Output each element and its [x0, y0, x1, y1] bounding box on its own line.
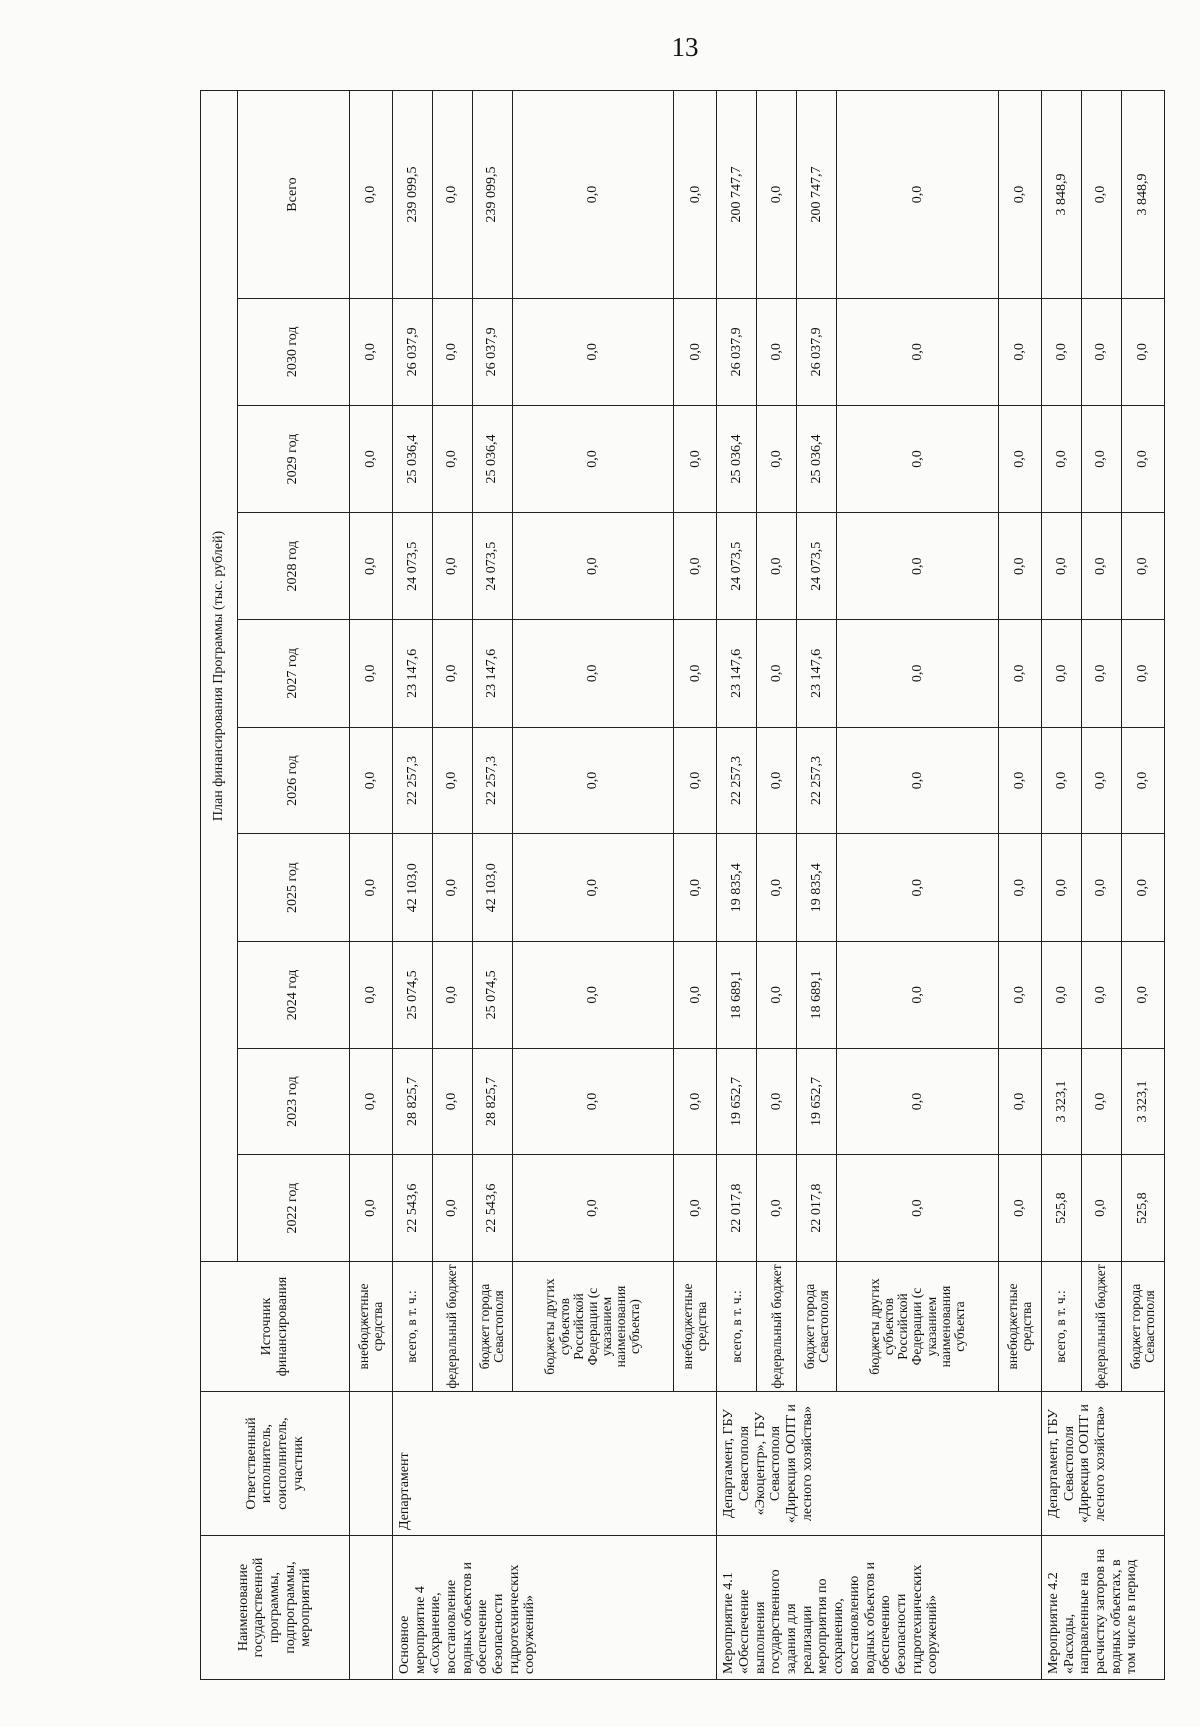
- value-cell: 24 073,5: [392, 513, 432, 620]
- value-cell: 0,0: [837, 405, 999, 513]
- responsible-cell: Департамент, ГБУ Севастополя «Экоцентр», ГБУ Севастополя «Дирекция ООПТ и лесного хозяйства»: [717, 1392, 1042, 1536]
- value-cell: 0,0: [1121, 620, 1164, 728]
- value-cell: 0,0: [674, 942, 717, 1049]
- value-cell: 0,0: [349, 91, 392, 299]
- value-cell: 0,0: [837, 1155, 999, 1262]
- value-cell: 0,0: [349, 513, 392, 620]
- responsible-cell: Департамент: [392, 1392, 717, 1536]
- table-row: [349, 91, 392, 1680]
- program-name-cell: Мероприятие 4.1 «Обеспечение выполнения государственного задания для реализации мероприятия по сохранению, восстановлению водных объектов и обеспечению безопасности гидротехнических сооружений»: [717, 1536, 1042, 1680]
- empty-cell: [349, 1536, 392, 1680]
- value-cell: 3 848,9: [1121, 91, 1164, 299]
- table-row: [717, 91, 757, 1680]
- source-cell: внебюджетные средства: [349, 1261, 392, 1391]
- value-cell: 0,0: [1121, 727, 1164, 834]
- source-cell: бюджеты других субъектов Российской Федерации (с указанием наименования субъекта: [837, 1261, 999, 1391]
- value-cell: 0,0: [674, 727, 717, 834]
- source-cell: всего, в т. ч.:: [717, 1261, 757, 1391]
- value-cell: 0,0: [432, 405, 472, 513]
- value-cell: 239 099,5: [472, 91, 512, 299]
- source-cell: всего, в т. ч.:: [392, 1261, 432, 1391]
- value-cell: 0,0: [998, 834, 1041, 942]
- value-cell: 22 257,3: [717, 727, 757, 834]
- value-cell: 0,0: [432, 1155, 472, 1262]
- value-cell: 0,0: [1081, 834, 1121, 942]
- value-cell: 0,0: [674, 1155, 717, 1262]
- value-cell: 0,0: [349, 942, 392, 1049]
- value-cell: 0,0: [837, 513, 999, 620]
- value-cell: 0,0: [512, 834, 674, 942]
- source-cell: бюджет города Севастополя: [472, 1261, 512, 1391]
- value-cell: 0,0: [1081, 942, 1121, 1049]
- value-cell: 0,0: [349, 727, 392, 834]
- header-year: 2024 год: [237, 942, 349, 1049]
- value-cell: 23 147,6: [392, 620, 432, 728]
- value-cell: 0,0: [1121, 405, 1164, 513]
- value-cell: 0,0: [349, 620, 392, 728]
- source-cell: федеральный бюджет: [432, 1261, 472, 1391]
- value-cell: 0,0: [998, 620, 1041, 728]
- value-cell: 0,0: [674, 513, 717, 620]
- value-cell: 0,0: [674, 299, 717, 406]
- value-cell: 200 747,7: [797, 91, 837, 299]
- page-number: 13: [671, 32, 699, 62]
- responsible-cell: Департамент, ГБУ Севастополя «Дирекция ООПТ и лесного хозяйства»: [1041, 1392, 1164, 1536]
- value-cell: 24 073,5: [472, 513, 512, 620]
- source-cell: бюджеты других субъектов Российской Федерации (с указанием наименования субъекта): [512, 1261, 674, 1391]
- value-cell: 0,0: [432, 834, 472, 942]
- value-cell: 0,0: [998, 727, 1041, 834]
- value-cell: 0,0: [349, 1048, 392, 1155]
- value-cell: 25 074,5: [392, 942, 432, 1049]
- value-cell: 0,0: [512, 405, 674, 513]
- value-cell: 19 835,4: [717, 834, 757, 942]
- header-plan: План финансирования Программы (тыс. рублей): [201, 91, 238, 1262]
- header-year: 2025 год: [237, 834, 349, 942]
- value-cell: 0,0: [837, 834, 999, 942]
- value-cell: 525,8: [1041, 1155, 1081, 1262]
- value-cell: 0,0: [757, 727, 797, 834]
- value-cell: 42 103,0: [472, 834, 512, 942]
- value-cell: 0,0: [1081, 513, 1121, 620]
- value-cell: 0,0: [512, 620, 674, 728]
- value-cell: 0,0: [998, 1155, 1041, 1262]
- value-cell: 0,0: [757, 299, 797, 406]
- value-cell: 22 257,3: [797, 727, 837, 834]
- value-cell: 24 073,5: [797, 513, 837, 620]
- value-cell: 0,0: [674, 405, 717, 513]
- header-year: 2029 год: [237, 405, 349, 513]
- value-cell: 22 543,6: [392, 1155, 432, 1262]
- value-cell: 0,0: [1041, 834, 1081, 942]
- value-cell: 0,0: [757, 405, 797, 513]
- value-cell: 0,0: [512, 513, 674, 620]
- value-cell: 0,0: [1121, 942, 1164, 1049]
- value-cell: 0,0: [998, 405, 1041, 513]
- empty-cell: [349, 1392, 392, 1536]
- value-cell: 0,0: [512, 1048, 674, 1155]
- rotated-table-container: [200, 90, 1165, 1680]
- value-cell: 0,0: [837, 620, 999, 728]
- value-cell: 0,0: [432, 942, 472, 1049]
- value-cell: 0,0: [674, 1048, 717, 1155]
- table-row: [1041, 91, 1081, 1680]
- value-cell: 22 257,3: [392, 727, 432, 834]
- value-cell: 0,0: [1081, 91, 1121, 299]
- value-cell: 19 652,7: [797, 1048, 837, 1155]
- value-cell: 0,0: [1041, 405, 1081, 513]
- value-cell: 0,0: [1081, 1155, 1121, 1262]
- value-cell: 0,0: [757, 1155, 797, 1262]
- value-cell: 0,0: [1041, 620, 1081, 728]
- value-cell: 19 835,4: [797, 834, 837, 942]
- program-name-cell: Основное мероприятие 4 «Сохранение, восстановление водных объектов и обеспечение безопасности гидротехнических сооружений»: [392, 1536, 717, 1680]
- source-cell: внебюджетные средства: [998, 1261, 1041, 1391]
- header-year: 2026 год: [237, 727, 349, 834]
- value-cell: 0,0: [1041, 727, 1081, 834]
- value-cell: 0,0: [757, 834, 797, 942]
- header-year: 2027 год: [237, 620, 349, 728]
- value-cell: 0,0: [432, 1048, 472, 1155]
- value-cell: 0,0: [512, 942, 674, 1049]
- value-cell: 0,0: [349, 1155, 392, 1262]
- value-cell: 26 037,9: [717, 299, 757, 406]
- value-cell: 0,0: [998, 513, 1041, 620]
- value-cell: 0,0: [757, 513, 797, 620]
- value-cell: 23 147,6: [472, 620, 512, 728]
- value-cell: 0,0: [837, 1048, 999, 1155]
- source-cell: всего, в т. ч.:: [1041, 1261, 1081, 1391]
- value-cell: 0,0: [1041, 942, 1081, 1049]
- source-cell: бюджет города Севастополя: [797, 1261, 837, 1391]
- table-row: [392, 91, 432, 1680]
- value-cell: 22 017,8: [797, 1155, 837, 1262]
- value-cell: 28 825,7: [392, 1048, 432, 1155]
- value-cell: 0,0: [998, 299, 1041, 406]
- value-cell: 23 147,6: [717, 620, 757, 728]
- value-cell: 3 323,1: [1041, 1048, 1081, 1155]
- value-cell: 0,0: [1081, 405, 1121, 513]
- value-cell: 0,0: [1121, 834, 1164, 942]
- value-cell: 0,0: [998, 1048, 1041, 1155]
- value-cell: 0,0: [1081, 727, 1121, 834]
- value-cell: 0,0: [1041, 299, 1081, 406]
- value-cell: 22 543,6: [472, 1155, 512, 1262]
- value-cell: 0,0: [757, 91, 797, 299]
- value-cell: 0,0: [432, 513, 472, 620]
- value-cell: 18 689,1: [717, 942, 757, 1049]
- value-cell: 0,0: [432, 620, 472, 728]
- value-cell: 25 036,4: [797, 405, 837, 513]
- program-name-cell: Мероприятие 4.2 «Расходы, направленные на расчистку заторов на водных объектах, в том числе в период: [1041, 1536, 1164, 1680]
- source-cell: бюджет города Севастополя: [1121, 1261, 1164, 1391]
- value-cell: 0,0: [432, 91, 472, 299]
- value-cell: 0,0: [1121, 513, 1164, 620]
- value-cell: 0,0: [1081, 620, 1121, 728]
- value-cell: 26 037,9: [472, 299, 512, 406]
- header-responsible: Ответственный исполнитель, соисполнитель, участник: [201, 1392, 350, 1536]
- header-year: 2022 год: [237, 1155, 349, 1262]
- value-cell: 19 652,7: [717, 1048, 757, 1155]
- value-cell: 3 323,1: [1121, 1048, 1164, 1155]
- header-total: Всего: [237, 91, 349, 299]
- header-year: 2028 год: [237, 513, 349, 620]
- value-cell: 0,0: [1081, 299, 1121, 406]
- value-cell: 0,0: [512, 91, 674, 299]
- value-cell: 22 257,3: [472, 727, 512, 834]
- value-cell: 0,0: [349, 299, 392, 406]
- value-cell: 0,0: [837, 942, 999, 1049]
- value-cell: 0,0: [674, 834, 717, 942]
- value-cell: 26 037,9: [392, 299, 432, 406]
- value-cell: 25 036,4: [392, 405, 432, 513]
- value-cell: 28 825,7: [472, 1048, 512, 1155]
- value-cell: 25 036,4: [472, 405, 512, 513]
- value-cell: 0,0: [757, 1048, 797, 1155]
- value-cell: 0,0: [349, 834, 392, 942]
- value-cell: 0,0: [837, 727, 999, 834]
- source-cell: федеральный бюджет: [757, 1261, 797, 1391]
- value-cell: 239 099,5: [392, 91, 432, 299]
- value-cell: 0,0: [1121, 299, 1164, 406]
- value-cell: 0,0: [512, 1155, 674, 1262]
- header-source: Источник финансирования: [201, 1261, 350, 1391]
- value-cell: 0,0: [1081, 1048, 1121, 1155]
- source-cell: внебюджетные средства: [674, 1261, 717, 1391]
- value-cell: 24 073,5: [717, 513, 757, 620]
- header-name: Наименование государственной программы, подпрограммы, мероприятий: [201, 1536, 350, 1680]
- value-cell: 0,0: [674, 91, 717, 299]
- value-cell: 0,0: [432, 727, 472, 834]
- financing-table: [200, 90, 1165, 1680]
- value-cell: 22 017,8: [717, 1155, 757, 1262]
- value-cell: 18 689,1: [797, 942, 837, 1049]
- value-cell: 3 848,9: [1041, 91, 1081, 299]
- value-cell: 0,0: [349, 405, 392, 513]
- value-cell: 25 036,4: [717, 405, 757, 513]
- value-cell: 0,0: [757, 620, 797, 728]
- value-cell: 0,0: [432, 299, 472, 406]
- value-cell: 26 037,9: [797, 299, 837, 406]
- value-cell: 42 103,0: [392, 834, 432, 942]
- value-cell: 0,0: [757, 942, 797, 1049]
- value-cell: 0,0: [837, 91, 999, 299]
- value-cell: 25 074,5: [472, 942, 512, 1049]
- value-cell: 0,0: [512, 299, 674, 406]
- value-cell: 0,0: [998, 91, 1041, 299]
- value-cell: 525,8: [1121, 1155, 1164, 1262]
- header-year: 2023 год: [237, 1048, 349, 1155]
- header-year: 2030 год: [237, 299, 349, 406]
- value-cell: 23 147,6: [797, 620, 837, 728]
- value-cell: 200 747,7: [717, 91, 757, 299]
- value-cell: 0,0: [674, 620, 717, 728]
- value-cell: 0,0: [1041, 513, 1081, 620]
- value-cell: 0,0: [837, 299, 999, 406]
- value-cell: 0,0: [998, 942, 1041, 1049]
- value-cell: 0,0: [512, 727, 674, 834]
- source-cell: федеральный бюджет: [1081, 1261, 1121, 1391]
